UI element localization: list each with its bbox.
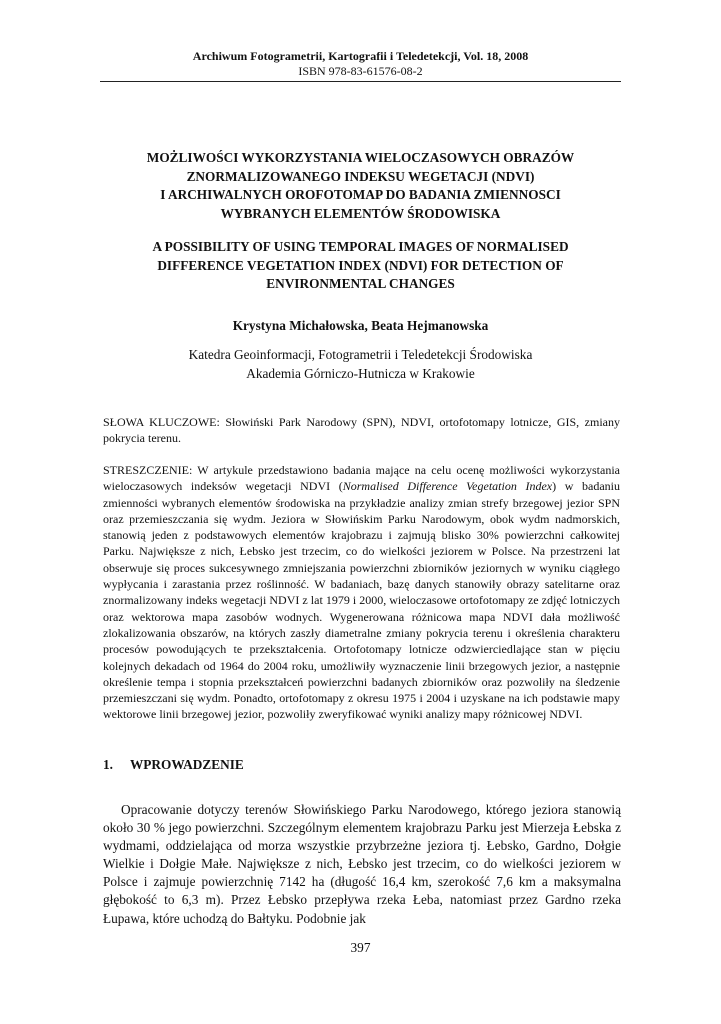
title-en-line: ENVIRONMENTAL CHANGES	[266, 276, 455, 291]
title-en-line: A POSSIBILITY OF USING TEMPORAL IMAGES OF NORMALISED	[152, 239, 569, 254]
title-pl-line: MOŻLIWOŚCI WYKORZYSTANIA WIELOCZASOWYCH OBRAZÓW	[146, 150, 575, 165]
intro-paragraph: Opracowanie dotyczy terenów Słowińskiego Parku Narodowego, którego jeziora stanowią około 30 % jego powierzchni. Szczególnym elementem krajobrazu Parku jest Mierzeja Łebska z wydmami, oddzielająca od morza wszystkie przybrzeżne jeziora tj. Łebsko, Gardno, Dołgie Wielkie i Dołgie Małe. Największe z nich, Łebsko jest trzecim, co do wielkości jeziorem w Polsce i zajmuje powierzchnię 7142 ha (długość 16,4 km, szerokość 7,6 km a maksymalna głębokość to 6,3 m). Przez Łebsko przepływa rzeka Łeba, natomiast przez Gardno rzeka Łupawa, które uchodzą do Bałtyku. Podobnie jak	[103, 802, 621, 926]
title-pl-line: ZNORMALIZOWANEGO INDEKSU WEGETACJI (NDVI)	[186, 168, 535, 184]
abstract-italic-term: Normalised Difference Vegetation Index	[342, 479, 553, 494]
section-title: WPROWADZENIE	[130, 757, 244, 772]
journal-title: Archiwum Fotogrametrii, Kartografii i Teledetekcji, Vol. 18, 2008	[192, 49, 529, 63]
title-pl-line: WYBRANYCH ELEMENTÓW ŚRODOWISKA	[220, 205, 501, 221]
abstract	[103, 462, 620, 723]
header-rule	[100, 81, 621, 82]
title-polish	[100, 149, 621, 223]
affiliation-line: Katedra Geoinformacji, Fotogrametrii i Teledetekcji Środowiska	[188, 347, 533, 362]
title-en-line: DIFFERENCE VEGETATION INDEX (NDVI) FOR DETECTION OF	[157, 257, 564, 273]
affiliation-line: Akademia Górniczo-Hutnicza w Krakowie	[246, 366, 475, 381]
keywords: SŁOWA KLUCZOWE: Słowiński Park Narodowy (SPN), NDVI, ortofotomapy lotnicze, GIS, zmiany pokrycia terenu.	[103, 415, 620, 445]
authors: Krystyna Michałowska, Beata Hejmanowska	[232, 318, 489, 333]
page-number: 397	[350, 940, 371, 955]
abstract-text-cont: ) w badaniu zmienności wybranych elementów środowiska na przykładzie analizy zmian strefy brzegowej jezior SPN oraz przemieszczania się wydm. Jeziora w Słowińskim Parku Narodowym, obok wydm nadmorskich, stanowią jeden z podstawowych elementów krajobrazu i zajmują blisko 30% powierzchni całkowitej Parku. Największe z nich, Łebsko jest trzecim, co do wielkości jeziorem w Polsce. Na przestrzeni lat obserwuje się proces sukcesywnego zmniejszania powierzchni zbiorników jeziornych w wyniku ciągłego wypłycania i zarastania przez roślinność. W badaniach, bazę danych stanowiły obrazy satelitarne oraz znormalizowany indeks wegetacji NDVI z lat 1979 i 2000, wieloczasowe ortofotomapy ze zdjęć lotniczych oraz wektorowa mapa zasobów wodnych. Wygenerowana różnicowa mapa NDVI dała możliwość zlokalizowania obszarów, na których zaszły diametralne zmiany pokrycia terenu i określenia charakteru procesów powodujących te przekształcenia. Ortofotomapy lotnicze odzwierciedlające stan w pięciu kolejnych dekadach od 1964 do 2004 roku, umożliwiły wyznaczenie linii brzegowych jezior, a następnie określenie tempa i stopnia przekształceń powierzchni badanych zbiorników oraz pozwoliły na śledzenie przemieszczani się wydm. Ponadto, ortofotomapy z okresu 1975 i 2004 i uzyskane na ich podstawie mapy wektorowe linii brzegowej jezior, pozwoliły zweryfikować wyniki analizy mapy różnicowej NDVI.	[103, 479, 620, 722]
title-pl-line: I ARCHIWALNYCH OROFOTOMAP DO BADANIA ZMIENNOSCI	[160, 187, 561, 202]
affiliation	[100, 345, 621, 383]
title-english	[100, 238, 621, 294]
isbn: ISBN 978-83-61576-08-2	[298, 64, 423, 78]
abstract-text: STRESZCZENIE: W artykule przedstawiono badania mające na celu ocenę możliwości wykorzystania wieloczasowych indeksów wegetacji NDVI (	[103, 463, 620, 494]
running-header	[100, 48, 621, 78]
section-heading	[103, 757, 244, 773]
section-number: 1.	[103, 757, 113, 772]
